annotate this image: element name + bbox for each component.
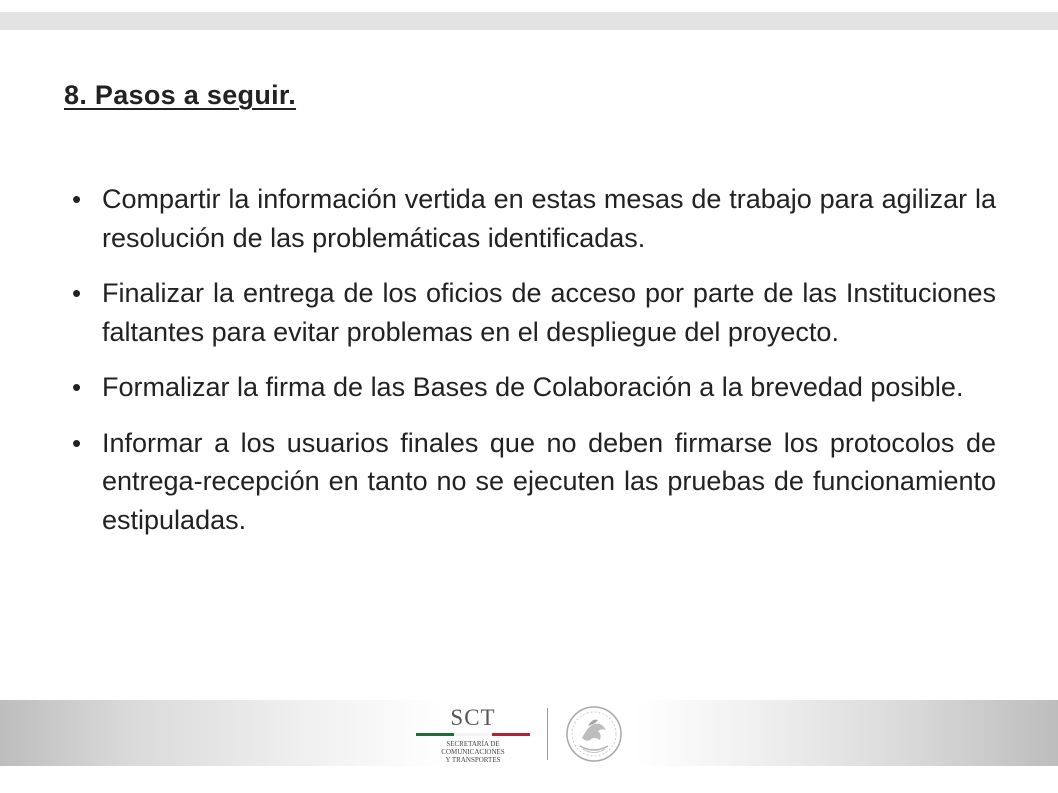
sct-logo	[414, 706, 532, 764]
sct-logo-subtitle	[414, 740, 532, 764]
sct-subtitle-line: Y TRANSPORTES	[445, 756, 501, 764]
sct-subtitle-line: SECRETARÍA DE	[446, 740, 500, 748]
bullet-icon: •	[72, 184, 82, 214]
bullet-item	[72, 368, 996, 407]
sct-subtitle-line: COMUNICACIONES	[441, 748, 505, 756]
flag-stripe-green	[416, 733, 454, 736]
bullet-icon: •	[72, 278, 82, 308]
flag-stripe-red	[492, 733, 530, 736]
bullet-text: Finalizar la entrega de los oficios de acceso por parte de las Instituciones faltantes para evitar problemas en el despliegue del proyecto.	[102, 278, 996, 347]
bullet-icon: •	[72, 372, 82, 402]
flag-stripe-white	[454, 733, 492, 736]
bullet-item	[72, 180, 996, 257]
logo-divider	[547, 708, 548, 760]
slide-title: 8. Pasos a seguir.	[64, 80, 297, 110]
bullet-text: Compartir la información vertida en estas mesas de trabajo para agilizar la resolución de las problemáticas identificadas.	[102, 184, 996, 253]
flag-stripe	[416, 733, 530, 736]
bullet-text: Informar a los usuarios finales que no deben firmarse los protocolos de entrega-recepción en tanto no se ejecuten las pruebas de funcionamiento estipuladas.	[102, 427, 996, 535]
bullet-icon: •	[72, 427, 82, 458]
bullet-item	[72, 274, 996, 351]
bullet-list	[72, 180, 996, 556]
top-decorative-bar	[0, 12, 1058, 30]
sct-logo-text: SCT	[450, 705, 496, 730]
bullet-text: Formalizar la firma de las Bases de Colaboración a la brevedad posible.	[102, 372, 964, 402]
coat-of-arms-seal-icon	[558, 704, 630, 764]
bullet-item	[72, 424, 996, 540]
